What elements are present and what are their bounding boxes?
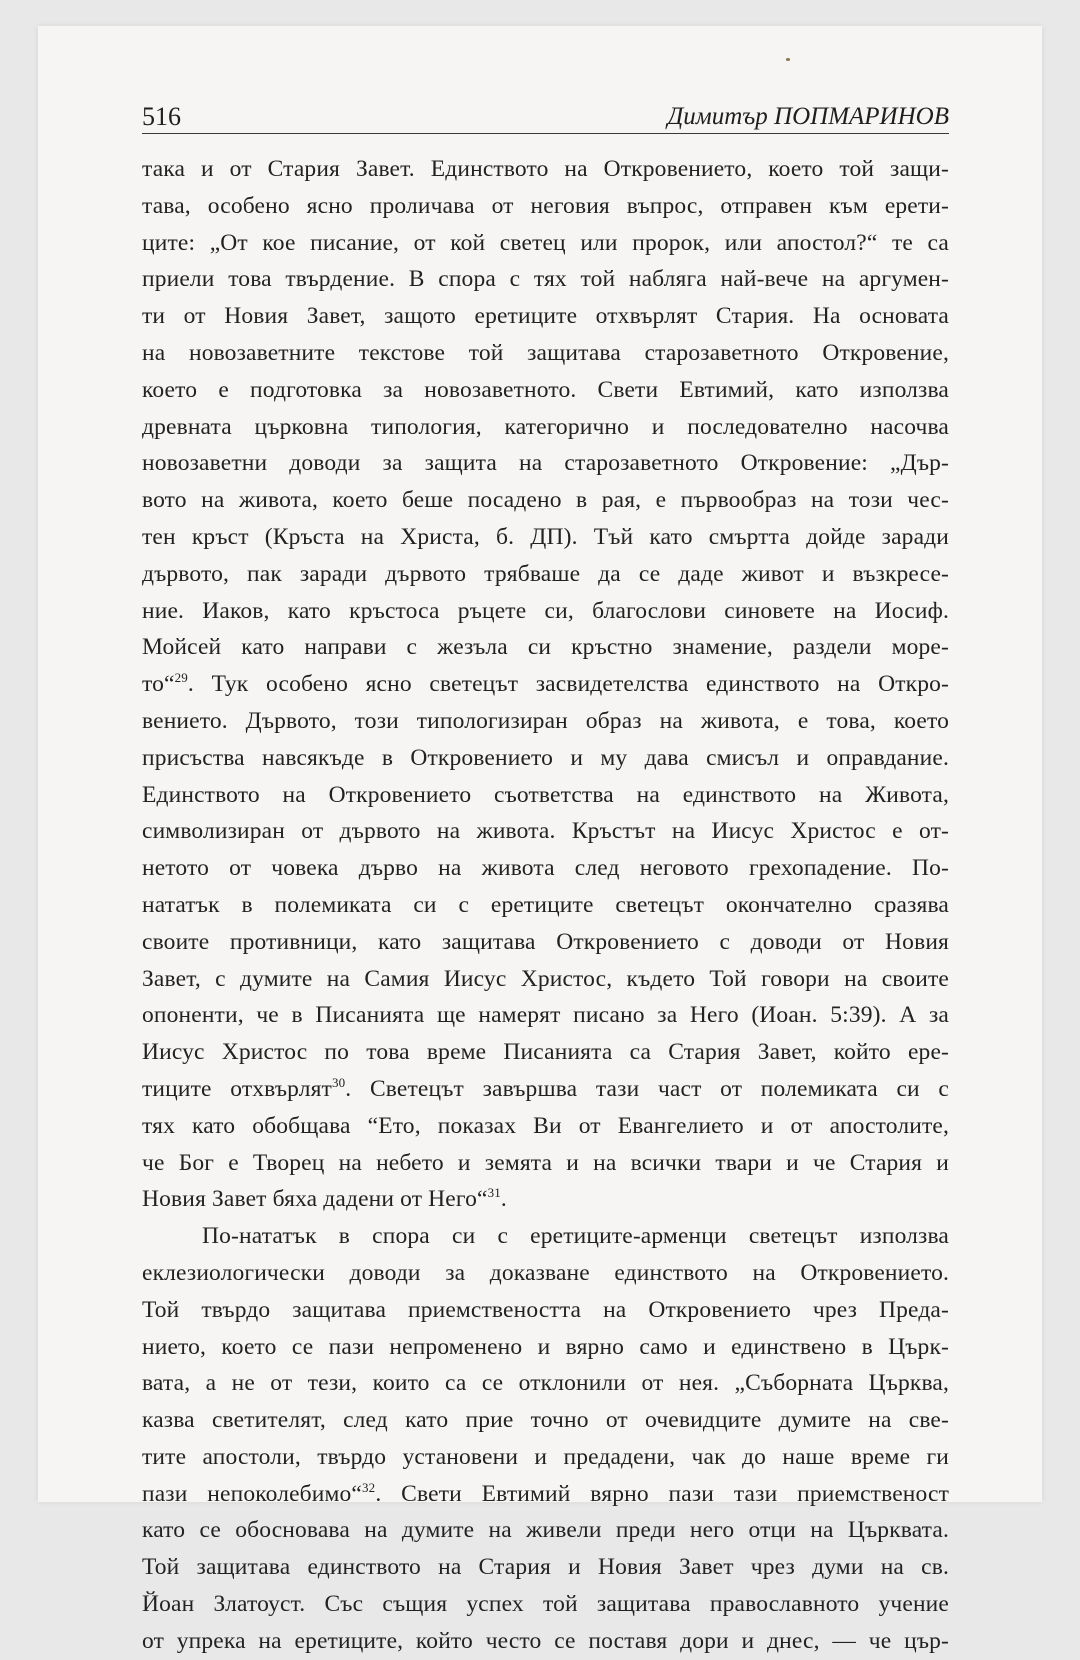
line-text: нетото от човека дърво на живота след неговото грехопадение. По- — [142, 855, 949, 882]
page-header — [142, 96, 949, 130]
text-line — [142, 1329, 949, 1366]
line-text: тях като обобщава “Ето, показах Ви от Евангелието и от апостолите, — [142, 1112, 949, 1139]
text-line — [142, 1439, 949, 1476]
text-line — [142, 1071, 949, 1108]
text-line — [142, 1145, 949, 1182]
line-text: като се обосновава на думите на живели преди него отци на Църквата. — [142, 1517, 949, 1544]
paper-speck — [786, 58, 790, 61]
text-line — [142, 1292, 949, 1329]
running-head-author: Димитър ПОПМАРИНОВ — [667, 103, 949, 130]
line-text: тите апостоли, твърдо установени и предадени, чак до наше време ги — [142, 1443, 949, 1470]
text-line — [142, 1623, 949, 1660]
line-text: Новия Завет бяха дадени от Него“ — [142, 1186, 488, 1213]
line-text: нататък в полемиката си с еретиците светецът окончателно сразява — [142, 891, 949, 918]
text-line — [142, 629, 949, 666]
line-text: на новозаветните текстове той защитава старозаветното Откровение, — [142, 339, 949, 366]
line-text: По-нататък в спора си с еретиците-арменци светецът използва — [202, 1223, 949, 1250]
header-rule — [142, 133, 949, 134]
line-text: новозаветни доводи за защита на старозаветното Откровение: „Дър- — [142, 450, 949, 477]
page-number: 516 — [142, 102, 181, 131]
footnote-ref: 31 — [487, 1185, 501, 1201]
footnote-ref: 32 — [362, 1479, 376, 1495]
line-text: то“ — [142, 671, 175, 698]
line-text: Иисус Христос по това време Писанията са Стария Завет, който ере- — [142, 1039, 949, 1066]
line-text: така и от Стария Завет. Единството на Откровението, което той защи- — [142, 156, 949, 182]
line-text: Йоан Златоуст. Със същия успех той защитава православното учение — [142, 1591, 949, 1618]
text-line — [142, 1402, 949, 1439]
line-text: символизиран от дървото на живота. Кръстът на Иисус Христос е от- — [142, 818, 949, 845]
text-line — [142, 1549, 949, 1586]
text-line — [142, 1476, 949, 1513]
line-text: че Бог е Творец на небето и земята и на всички твари и че Стария и — [142, 1149, 949, 1176]
line-text: своите противници, като защитава Откровението с доводи от Новия — [142, 928, 949, 955]
line-text: приели това твърдение. В спора с тях той набляга най-вече на аргумен- — [142, 266, 949, 293]
line-text-continued: . — [500, 1186, 507, 1213]
text-line — [142, 1255, 949, 1292]
line-text-continued: . Тук особено ясно светецът засвидетелства единството на Откро- — [187, 671, 949, 698]
text-line — [142, 409, 949, 446]
text-line — [142, 188, 949, 225]
text-line — [142, 924, 949, 961]
line-text: Единството на Откровението съответства на единството на Живота, — [142, 781, 949, 808]
text-line — [142, 1365, 949, 1402]
text-line — [142, 482, 949, 519]
line-text: тава, особено ясно проличава от неговия въпрос, отправен към ерети- — [142, 192, 949, 219]
text-line — [142, 519, 949, 556]
line-text: ти от Новия Завет, защото еретиците отхвърлят Стария. На основата — [142, 303, 949, 330]
line-text: ците: „От кое писание, от кой светец или пророк, или апостол?“ те са — [142, 229, 949, 256]
text-line — [142, 335, 949, 372]
line-text: вението. Дървото, този типологизиран образ на живота, е това, което — [142, 707, 949, 734]
text-line — [142, 666, 949, 703]
text-line — [142, 593, 949, 630]
text-line — [142, 1181, 949, 1218]
text-line — [142, 813, 949, 850]
line-text: Завет, с думите на Самия Иисус Христос, където Той говори на своите — [142, 965, 949, 992]
line-text: вото на живота, което беше посадено в рая, е първообраз на този чес- — [142, 487, 949, 514]
line-text: вата, а не от тези, които са се отклонили от нея. „Съборната Църква, — [142, 1370, 949, 1397]
text-line — [142, 997, 949, 1034]
text-line — [142, 151, 949, 188]
line-text: Той защитава единството на Стария и Новия Завет чрез думи на св. — [142, 1554, 949, 1581]
line-text: тиците отхвърлят — [142, 1075, 332, 1102]
line-text: ние. Иаков, като кръстоса ръцете си, благослови синовете на Иосиф. — [142, 597, 949, 624]
body-text — [142, 151, 949, 1660]
footnote-ref: 29 — [174, 670, 188, 686]
line-text: тен кръст (Кръста на Христа, б. ДП). Тъй като смъртта дойде заради — [142, 523, 949, 550]
line-text: дървото, пак заради дървото трябваше да се даде живот и възкресе- — [142, 560, 949, 587]
text-line — [142, 1108, 949, 1145]
line-text: еклезиологически доводи за доказване единството на Откровението. — [142, 1259, 949, 1286]
text-line — [142, 740, 949, 777]
line-text: пази непоколебимо“ — [142, 1480, 362, 1507]
text-line — [142, 961, 949, 998]
paragraph — [142, 151, 949, 1218]
line-text: от упрека на еретиците, който често се поставя дори и днес, — че цър- — [142, 1627, 949, 1654]
text-line — [142, 887, 949, 924]
text-line — [142, 298, 949, 335]
text-line — [142, 703, 949, 740]
footnote-ref: 30 — [331, 1074, 346, 1090]
text-line — [142, 1034, 949, 1071]
text-line — [142, 445, 949, 482]
line-text: Мойсей като направи с жезъла си кръстно знамение, раздели море- — [142, 634, 949, 661]
text-line — [142, 1586, 949, 1623]
text-line — [142, 261, 949, 298]
line-text: нието, което се пази непроменено и вярно само и единствено в Църк- — [142, 1333, 949, 1360]
text-line — [142, 225, 949, 262]
line-text: Той твърдо защитава приемствеността на Откровението чрез Преда- — [142, 1296, 949, 1323]
line-text: казва светителят, след като прие точно от очевидците думите на све- — [142, 1407, 949, 1434]
text-line — [142, 1218, 949, 1255]
text-line — [142, 850, 949, 887]
line-text-continued: . Свети Евтимий вярно пази тази приемственост — [375, 1480, 949, 1507]
text-line — [142, 777, 949, 814]
line-text: присъства навсякъде в Откровението и му дава смисъл и оправдание. — [142, 744, 949, 771]
line-text: което е подготовка за новозаветното. Свети Евтимий, като използва — [142, 376, 949, 403]
line-text-continued: . Светецът завършва тази част от полемиката си с — [345, 1075, 949, 1102]
text-line — [142, 1512, 949, 1549]
line-text: опоненти, че в Писанията ще намерят писано за Него (Иоан. 5:39). А за — [142, 1002, 949, 1029]
paragraph — [142, 1218, 949, 1660]
text-line — [142, 556, 949, 593]
line-text: древната църковна типология, категорично и последователно насочва — [142, 413, 949, 440]
text-line — [142, 372, 949, 409]
